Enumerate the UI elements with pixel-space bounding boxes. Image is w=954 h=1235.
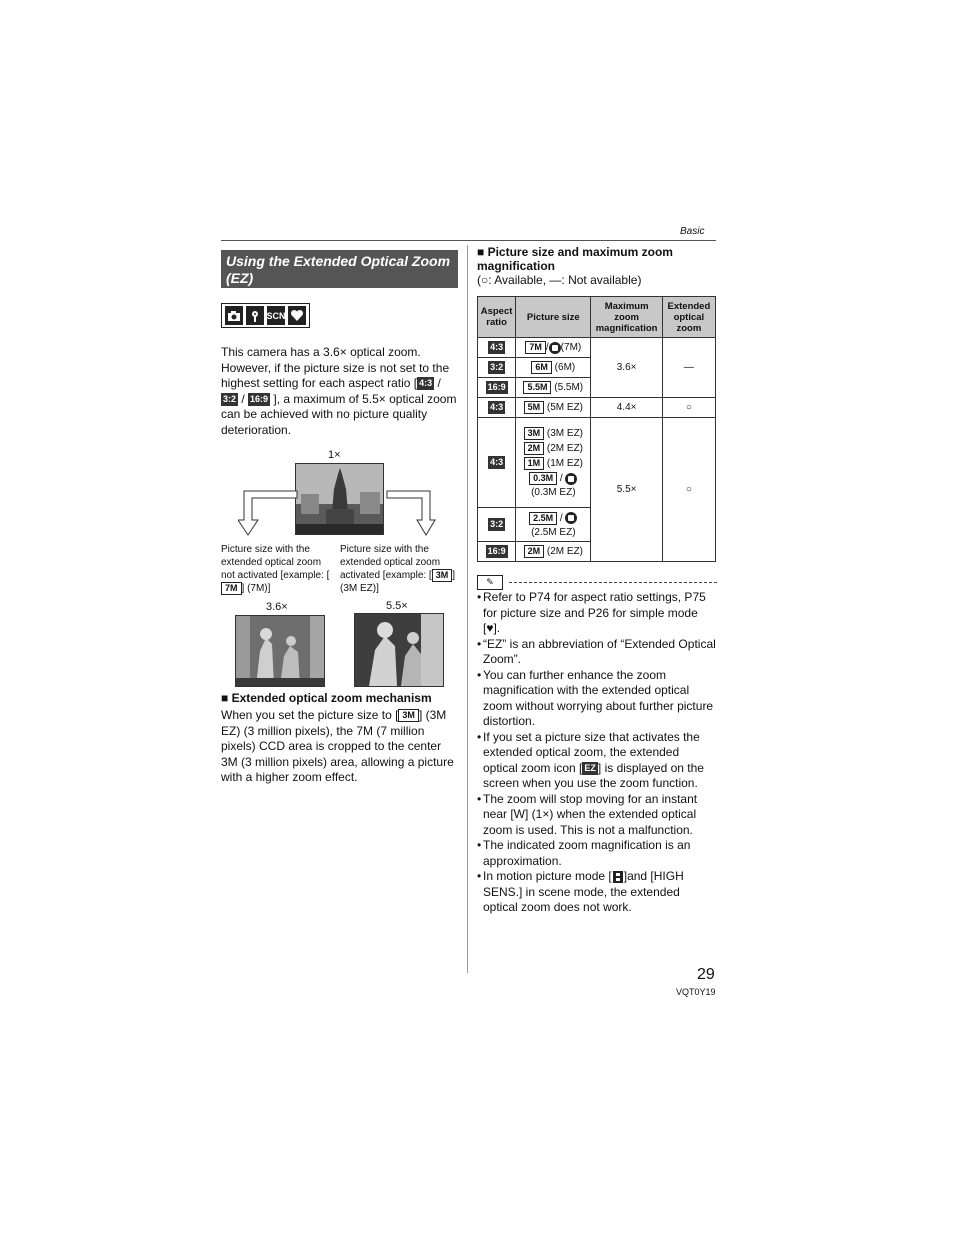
intro-sep: / <box>238 391 249 406</box>
size-3m-icon: 3M <box>432 569 453 582</box>
ext-zoom-cell: ○ <box>662 418 715 562</box>
header-max: Maximum zoom magnification <box>591 297 662 338</box>
size-line <box>524 457 583 470</box>
notes-list <box>477 590 717 916</box>
mechanism-paragraph <box>221 708 461 786</box>
camera-icon <box>225 306 243 325</box>
scene-icon: SCN <box>267 306 285 325</box>
size-list <box>517 427 589 498</box>
statue-photo-55x <box>354 613 444 687</box>
list-item: • You can further enhance the zoom magnification with the extended optical zoom without worrying about further picture distortion. <box>477 668 717 730</box>
size-icon: 5M <box>524 401 545 414</box>
table-row: 4:3 7M / (7M) 3.6× — <box>478 338 716 358</box>
size-icon: 3M <box>524 427 545 440</box>
mode-circle-icon <box>565 473 577 485</box>
fountain-photo <box>295 463 384 535</box>
caption-text: ] (3M EZ)] <box>340 570 456 595</box>
caption-text: Picture size with the extended optical zoom activated [example: [ <box>340 544 441 582</box>
table-row <box>478 398 716 418</box>
aspect-badge: 16:9 <box>487 546 506 556</box>
intro-paragraph <box>221 345 461 438</box>
table-header-row <box>478 297 716 338</box>
list-item: • The zoom will stop moving for an instant near [W] (1×) when the extended optical zoom is used. This is not a malfunction. <box>477 792 717 839</box>
section-tag: Basic <box>680 226 705 237</box>
list-item <box>477 590 717 637</box>
size-label: (7M) <box>560 342 582 354</box>
aspect-badge: 4:3 <box>490 402 504 412</box>
ext-zoom-cell: — <box>662 338 715 398</box>
caption-text: ] (7M)] <box>241 583 271 595</box>
size-list <box>517 512 589 538</box>
note-text: ]and [HIGH SENS.] in scene mode, the extended optical zoom does not work. <box>483 869 684 914</box>
size-icon: 2M <box>524 442 545 455</box>
size-label: (2M EZ) <box>546 443 584 455</box>
size-icon: 2.5M <box>529 512 557 525</box>
section-title: Using the Extended Optical Zoom (EZ) <box>221 250 458 288</box>
mode-circle-icon <box>565 512 577 524</box>
size-label: (1M EZ) <box>546 458 584 470</box>
aspect-badge: 4:3 <box>490 342 504 352</box>
size-label: (2.5M EZ) <box>531 526 576 538</box>
aspect-badge-4-3: 4:3 <box>419 378 433 389</box>
size-label: (5.5M) <box>554 382 584 394</box>
aspect-badge: 16:9 <box>487 382 506 392</box>
note-text: ] is displayed on the screen when you use the zoom function. <box>483 760 704 790</box>
aspect-badge: 4:3 <box>490 457 504 467</box>
mode-icon-strip <box>221 303 310 328</box>
size-3m-icon: 3M <box>398 709 419 722</box>
header-rule <box>221 240 716 241</box>
note-text: In motion picture mode [ <box>483 869 612 883</box>
size-label: (3M EZ) <box>546 428 584 440</box>
caption-activated <box>340 543 460 595</box>
aspect-badge: 3:2 <box>490 519 504 529</box>
note-divider <box>477 575 717 590</box>
note-text: If you set a picture size that activates the extended optical zoom, the extended optical zoom icon [ <box>483 729 700 775</box>
aspect-badge: 3:2 <box>490 362 504 372</box>
size-icon: 7M <box>525 341 546 354</box>
note-text: ]. <box>493 621 501 635</box>
size-icon: 2M <box>524 545 545 558</box>
size-icon: 0.3M <box>529 472 557 485</box>
note-text: Refer to P74 for aspect ratio settings, P75 for picture size and P26 for simple mode [ <box>483 590 706 635</box>
zoom-table <box>477 296 716 562</box>
statue-photo-36x <box>235 615 325 687</box>
size-line <box>524 442 583 455</box>
ext-zoom-cell: ○ <box>662 398 715 418</box>
list-item: • “EZ” is an abbreviation of “Extended Optical Zoom”. <box>477 637 717 668</box>
header-size: Picture size <box>516 297 591 338</box>
intro-text-1: This camera has a 3.6× optical zoom. However, if the picture size is not set to the highest setting for each aspect ratio [ <box>221 345 450 390</box>
film-icon <box>612 869 624 883</box>
size-label: (5M EZ) <box>546 402 584 414</box>
aspect-badge-16-9: 16:9 <box>250 393 269 404</box>
aspect-badge-3-2: 3:2 <box>223 393 237 404</box>
table-legend: (○: Available, —: Not available) <box>477 273 642 287</box>
zoom-55x-label: 5.5× <box>386 600 408 612</box>
size-label: (6M) <box>554 362 576 374</box>
caption-text: Picture size with the extended optical zoom not activated [example: [ <box>221 544 330 581</box>
ez-icon: EZ <box>584 762 596 773</box>
size-7m-icon: 7M <box>221 582 242 595</box>
zoom-36x-label: 3.6× <box>266 601 288 613</box>
macro-flower-icon <box>246 306 264 325</box>
max-zoom-cell: 4.4× <box>591 398 662 418</box>
table-heading: ■ Picture size and maximum zoom magnification <box>477 245 673 273</box>
arrow-right-down <box>386 490 436 536</box>
intro-sep: / <box>434 376 441 390</box>
list-item: • The indicated zoom magnification is an approximation. <box>477 838 717 869</box>
heart-icon: ♥ <box>486 621 494 635</box>
caption-not-activated <box>221 543 336 595</box>
size-line <box>524 427 583 440</box>
table-row <box>478 418 716 508</box>
column-divider <box>467 245 468 973</box>
mechanism-heading: ■ Extended optical zoom mechanism <box>221 691 432 705</box>
mechanism-text-1: When you set the picture size to [ <box>221 708 399 722</box>
header-ext: Extended optical zoom <box>662 297 715 338</box>
intro-text-2: ], a maximum of 5.5× optical zoom can be achieved with no picture quality deterioration. <box>221 391 457 437</box>
max-zoom-cell: 5.5× <box>591 418 662 562</box>
page-number: 29 <box>697 966 715 983</box>
note-icon: ✎ <box>477 575 503 590</box>
dashed-rule <box>509 582 717 583</box>
size-line: 2.5M / <box>529 512 577 525</box>
mechanism-text-2: ] (3M EZ) (3 million pixels), the 7M (7 million pixels) CCD area is cropped to the center 3M (3 million pixels) area, allowing a picture with a higher zoom effect. <box>221 708 454 784</box>
zoom-1x-label: 1× <box>328 449 341 461</box>
size-line: 0.3M / <box>529 472 577 485</box>
list-item <box>477 730 717 792</box>
list-item <box>477 869 717 916</box>
arrow-left-down <box>238 490 300 536</box>
size-label: (2M EZ) <box>546 546 584 558</box>
mode-circle-icon <box>549 342 561 354</box>
header-aspect: Aspect ratio <box>478 297 516 338</box>
document-code: VQT0Y19 <box>676 987 716 997</box>
size-icon: 6M <box>531 361 552 374</box>
size-label: (0.3M EZ) <box>531 487 576 498</box>
size-icon: 1M <box>524 457 545 470</box>
size-icon: 5.5M <box>523 381 551 394</box>
heart-icon <box>288 306 306 325</box>
max-zoom-cell: 3.6× <box>591 338 662 398</box>
